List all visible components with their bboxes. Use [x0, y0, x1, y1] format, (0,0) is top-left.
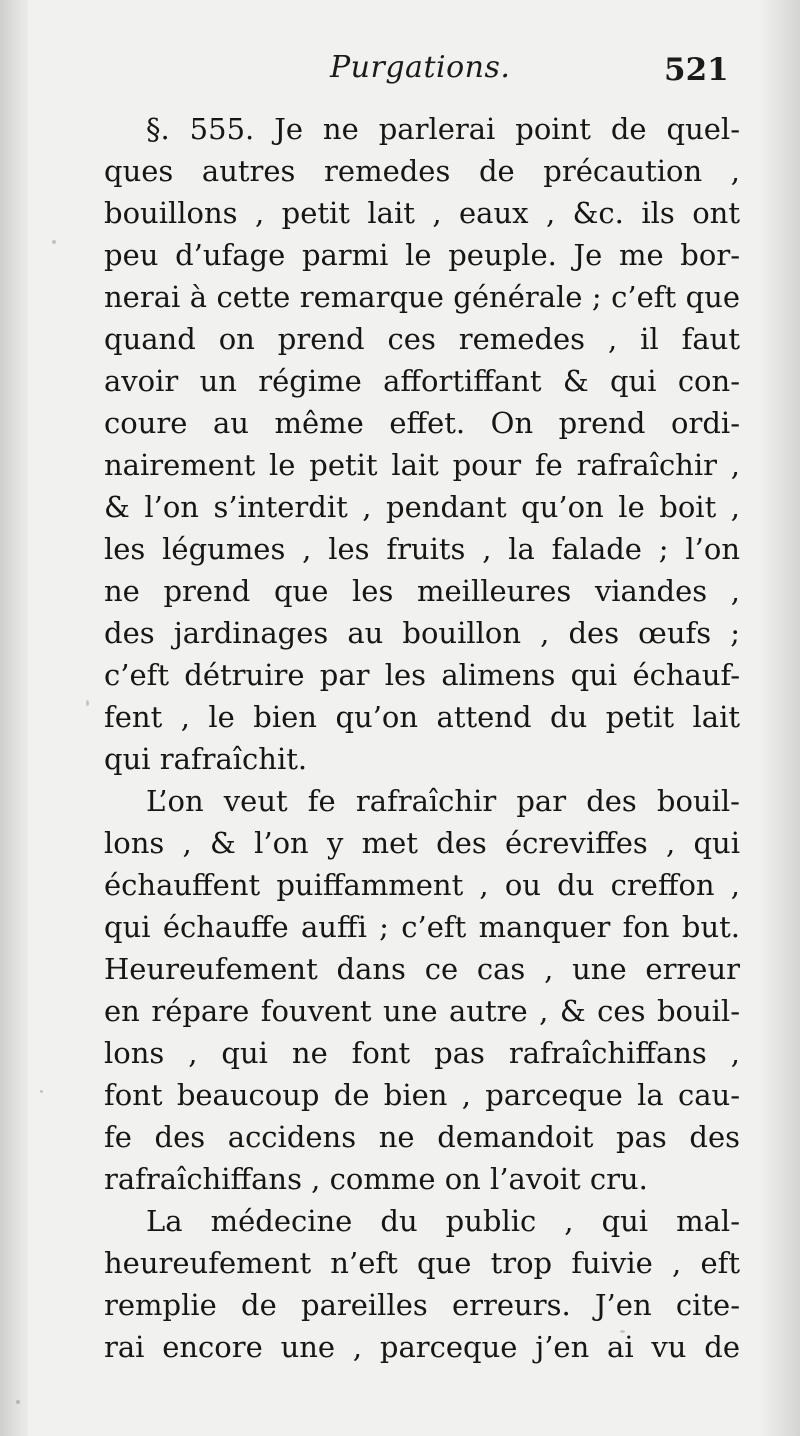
text-line: ne prend que les meilleures viandes ,	[104, 574, 740, 608]
text-line: remplie de pareilles erreurs. J’en cite-	[104, 1288, 740, 1322]
text-line: lons , & l’on y met des écreviffes , qui	[104, 826, 740, 860]
paragraph	[104, 1200, 740, 1368]
text-line: heureufement n’eft que trop fuivie , eft	[104, 1246, 740, 1280]
paragraph	[104, 108, 740, 780]
text-line: fe des accidens ne demandoit pas des	[104, 1120, 740, 1154]
body-text	[104, 108, 740, 1368]
text-line: nairement le petit lait pour fe rafraîchir ,	[104, 448, 740, 482]
paragraph	[104, 780, 740, 1200]
text-line: fent , le bien qu’on attend du petit lait	[104, 700, 740, 734]
text-line: §. 555. Je ne parlerai point de quel-	[146, 112, 740, 146]
text-line: lons , qui ne font pas rafraîchiffans ,	[104, 1036, 740, 1070]
text-line: rafraîchiffans , comme on l’avoit cru.	[104, 1162, 648, 1196]
paper-speck	[40, 1090, 43, 1093]
text-line: L’on veut fe rafraîchir par des bouil-	[146, 784, 740, 818]
page-number: 521	[664, 52, 729, 88]
text-line: c’eft détruire par les alimens qui échauf-	[104, 658, 740, 692]
running-head	[0, 44, 800, 104]
text-line: qui échauffe auffi ; c’eft manquer fon but.	[104, 910, 740, 944]
text-line: les légumes , les fruits , la falade ; l’on	[104, 532, 740, 566]
text-line: peu d’ufage parmi le peuple. Je me bor-	[104, 238, 740, 272]
text-line: rai encore une , parceque j’en ai vu de	[104, 1330, 740, 1364]
text-line: en répare fouvent une autre , & ces bouil-	[104, 994, 740, 1028]
text-line: ques autres remedes de précaution ,	[104, 154, 740, 188]
text-line: avoir un régime affortiffant & qui con-	[104, 364, 740, 398]
paper-speck	[620, 1330, 625, 1333]
paper-speck	[52, 240, 56, 244]
text-line: nerai à cette remarque générale ; c’eft que	[104, 280, 740, 314]
page-edge-shadow	[760, 0, 800, 1436]
text-line: échauffent puiffamment , ou du creffon ,	[104, 868, 740, 902]
text-line: coure au même effet. On prend ordi-	[104, 406, 740, 440]
text-line: qui rafraîchit.	[104, 742, 308, 776]
text-line: La médecine du public , qui mal-	[146, 1204, 740, 1238]
running-title: Purgations.	[330, 50, 511, 85]
text-line: des jardinages au bouillon , des œufs ;	[104, 616, 740, 650]
page-gutter-shadow	[0, 0, 28, 1436]
text-line: quand on prend ces remedes , il faut	[104, 322, 740, 356]
text-line: font beaucoup de bien , parceque la cau-	[104, 1078, 740, 1112]
text-line: bouillons , petit lait , eaux , &c. ils ont	[104, 196, 740, 230]
paper-speck	[86, 700, 89, 706]
text-line: & l’on s’interdit , pendant qu’on le boit ,	[104, 490, 740, 524]
paper-speck	[16, 1400, 20, 1404]
text-line: Heureufement dans ce cas , une erreur	[104, 952, 740, 986]
